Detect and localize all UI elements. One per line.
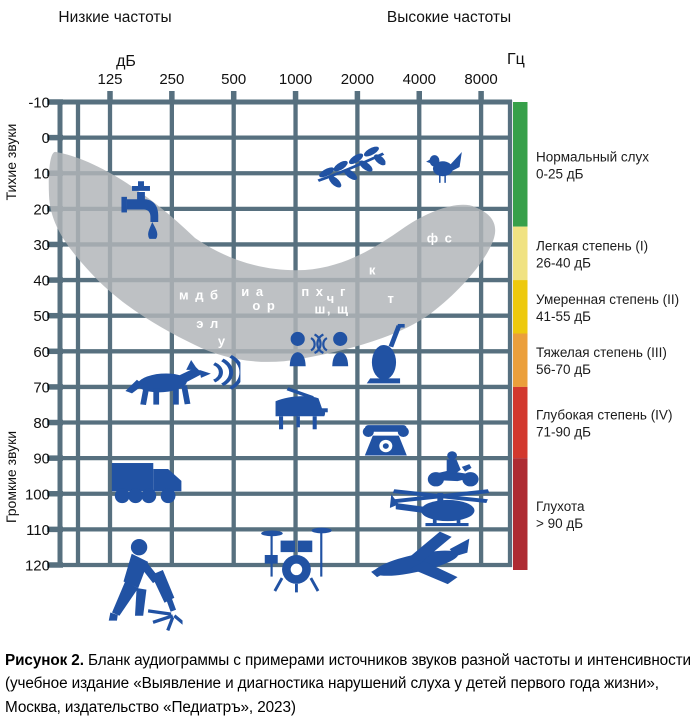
freq-tick-label: 250 [159, 71, 185, 88]
leaves-icon [317, 145, 388, 189]
scale-segment [513, 458, 528, 570]
svg-text:0-25 дБ: 0-25 дБ [536, 166, 584, 182]
speech-sound-label: и а [241, 283, 265, 299]
db-tick-label: 40 [33, 272, 50, 290]
scale-segment [513, 333, 528, 386]
svg-text:Легкая степень (I): Легкая степень (I) [536, 238, 649, 254]
legend-item [536, 149, 649, 181]
legend-item [536, 408, 672, 440]
svg-text:41-55 дБ: 41-55 дБ [536, 308, 592, 324]
db-tick-label: 50 [33, 308, 50, 326]
svg-text:26-40 дБ: 26-40 дБ [536, 255, 592, 271]
quiet-sounds-label: Тихие звуки [3, 123, 19, 201]
db-tick-label: 90 [33, 450, 50, 468]
db-tick-label: -10 [28, 94, 50, 112]
speech-sound-label: м д б [178, 287, 220, 303]
db-axis-unit: дБ [116, 53, 136, 70]
svg-text:> 90 дБ: > 90 дБ [536, 516, 584, 532]
svg-text:Глухота: Глухота [536, 499, 585, 515]
svg-text:Глубокая степень (IV): Глубокая степень (IV) [536, 407, 673, 423]
freq-tick-label: 500 [221, 71, 247, 88]
hearing-loss-scale [513, 102, 528, 570]
scale-segment [513, 102, 528, 227]
speech-sound-label: к [368, 262, 377, 278]
freq-tick-label: 2000 [340, 71, 375, 88]
db-tick-label: 30 [33, 236, 50, 254]
legend-item [536, 238, 648, 270]
legend [536, 149, 679, 531]
db-tick-label: 20 [33, 201, 50, 219]
freq-tick-label: 4000 [402, 71, 436, 88]
high-frequencies-header: Высокие частоты [386, 9, 512, 26]
db-tick-label: 100 [24, 486, 50, 504]
speech-sound-label: у [217, 333, 227, 349]
hz-axis-unit: Гц [507, 51, 525, 68]
svg-text:Нормальный слух: Нормальный слух [536, 149, 650, 165]
figure-number: Рисунок 2. [5, 652, 84, 669]
dog-icon [125, 356, 241, 405]
svg-text:Тяжелая степень (III): Тяжелая степень (III) [536, 345, 667, 361]
loud-sounds-label: Громкие звуки [3, 430, 19, 524]
scale-segment [513, 387, 528, 458]
caption-text: Бланк аудиограммы с примерами источников звуков разной частоты и интенсивности (учебное издание «Выявление и диагностика нарушений слуха у детей первого года жизни», Москва, издательство «Педиатръ», 2023) [5, 652, 691, 716]
legend-item [536, 499, 585, 531]
scale-segment [513, 227, 528, 280]
speech-sound-label: э л [196, 315, 220, 331]
freq-tick-label: 125 [97, 71, 123, 88]
freq-tick-label: 8000 [464, 71, 498, 88]
bird-icon [426, 152, 462, 183]
db-tick-label: 110 [26, 521, 50, 539]
db-tick-label: 120 [24, 557, 50, 575]
db-tick-label: 0 [41, 130, 50, 148]
scale-segment [513, 280, 528, 333]
speech-sound-label: о р [252, 298, 277, 314]
db-tick-label: 70 [33, 379, 50, 397]
speech-sound-label: ф с [426, 230, 454, 246]
svg-text:71-90 дБ: 71-90 дБ [536, 424, 592, 440]
speech-sound-label: ч [326, 290, 336, 306]
figure-caption [5, 649, 691, 719]
db-tick-label: 10 [33, 165, 50, 183]
svg-text:Умеренная степень (II): Умеренная степень (II) [536, 291, 680, 307]
speech-sound-label: п х [301, 283, 325, 299]
db-tick-label: 60 [33, 343, 50, 361]
low-frequencies-header: Низкие частоты [58, 9, 172, 26]
telephone-icon [363, 425, 409, 455]
speech-sound-label: т [387, 290, 396, 306]
speech-sound-label: ш, щ [314, 301, 350, 317]
speech-banana [49, 152, 495, 362]
db-tick-label: 80 [33, 415, 50, 433]
svg-text:56-70 дБ: 56-70 дБ [536, 362, 592, 378]
freq-tick-label: 1000 [278, 71, 313, 88]
legend-item [536, 345, 667, 377]
legend-item [536, 292, 679, 324]
speech-sound-label: г [339, 283, 347, 299]
